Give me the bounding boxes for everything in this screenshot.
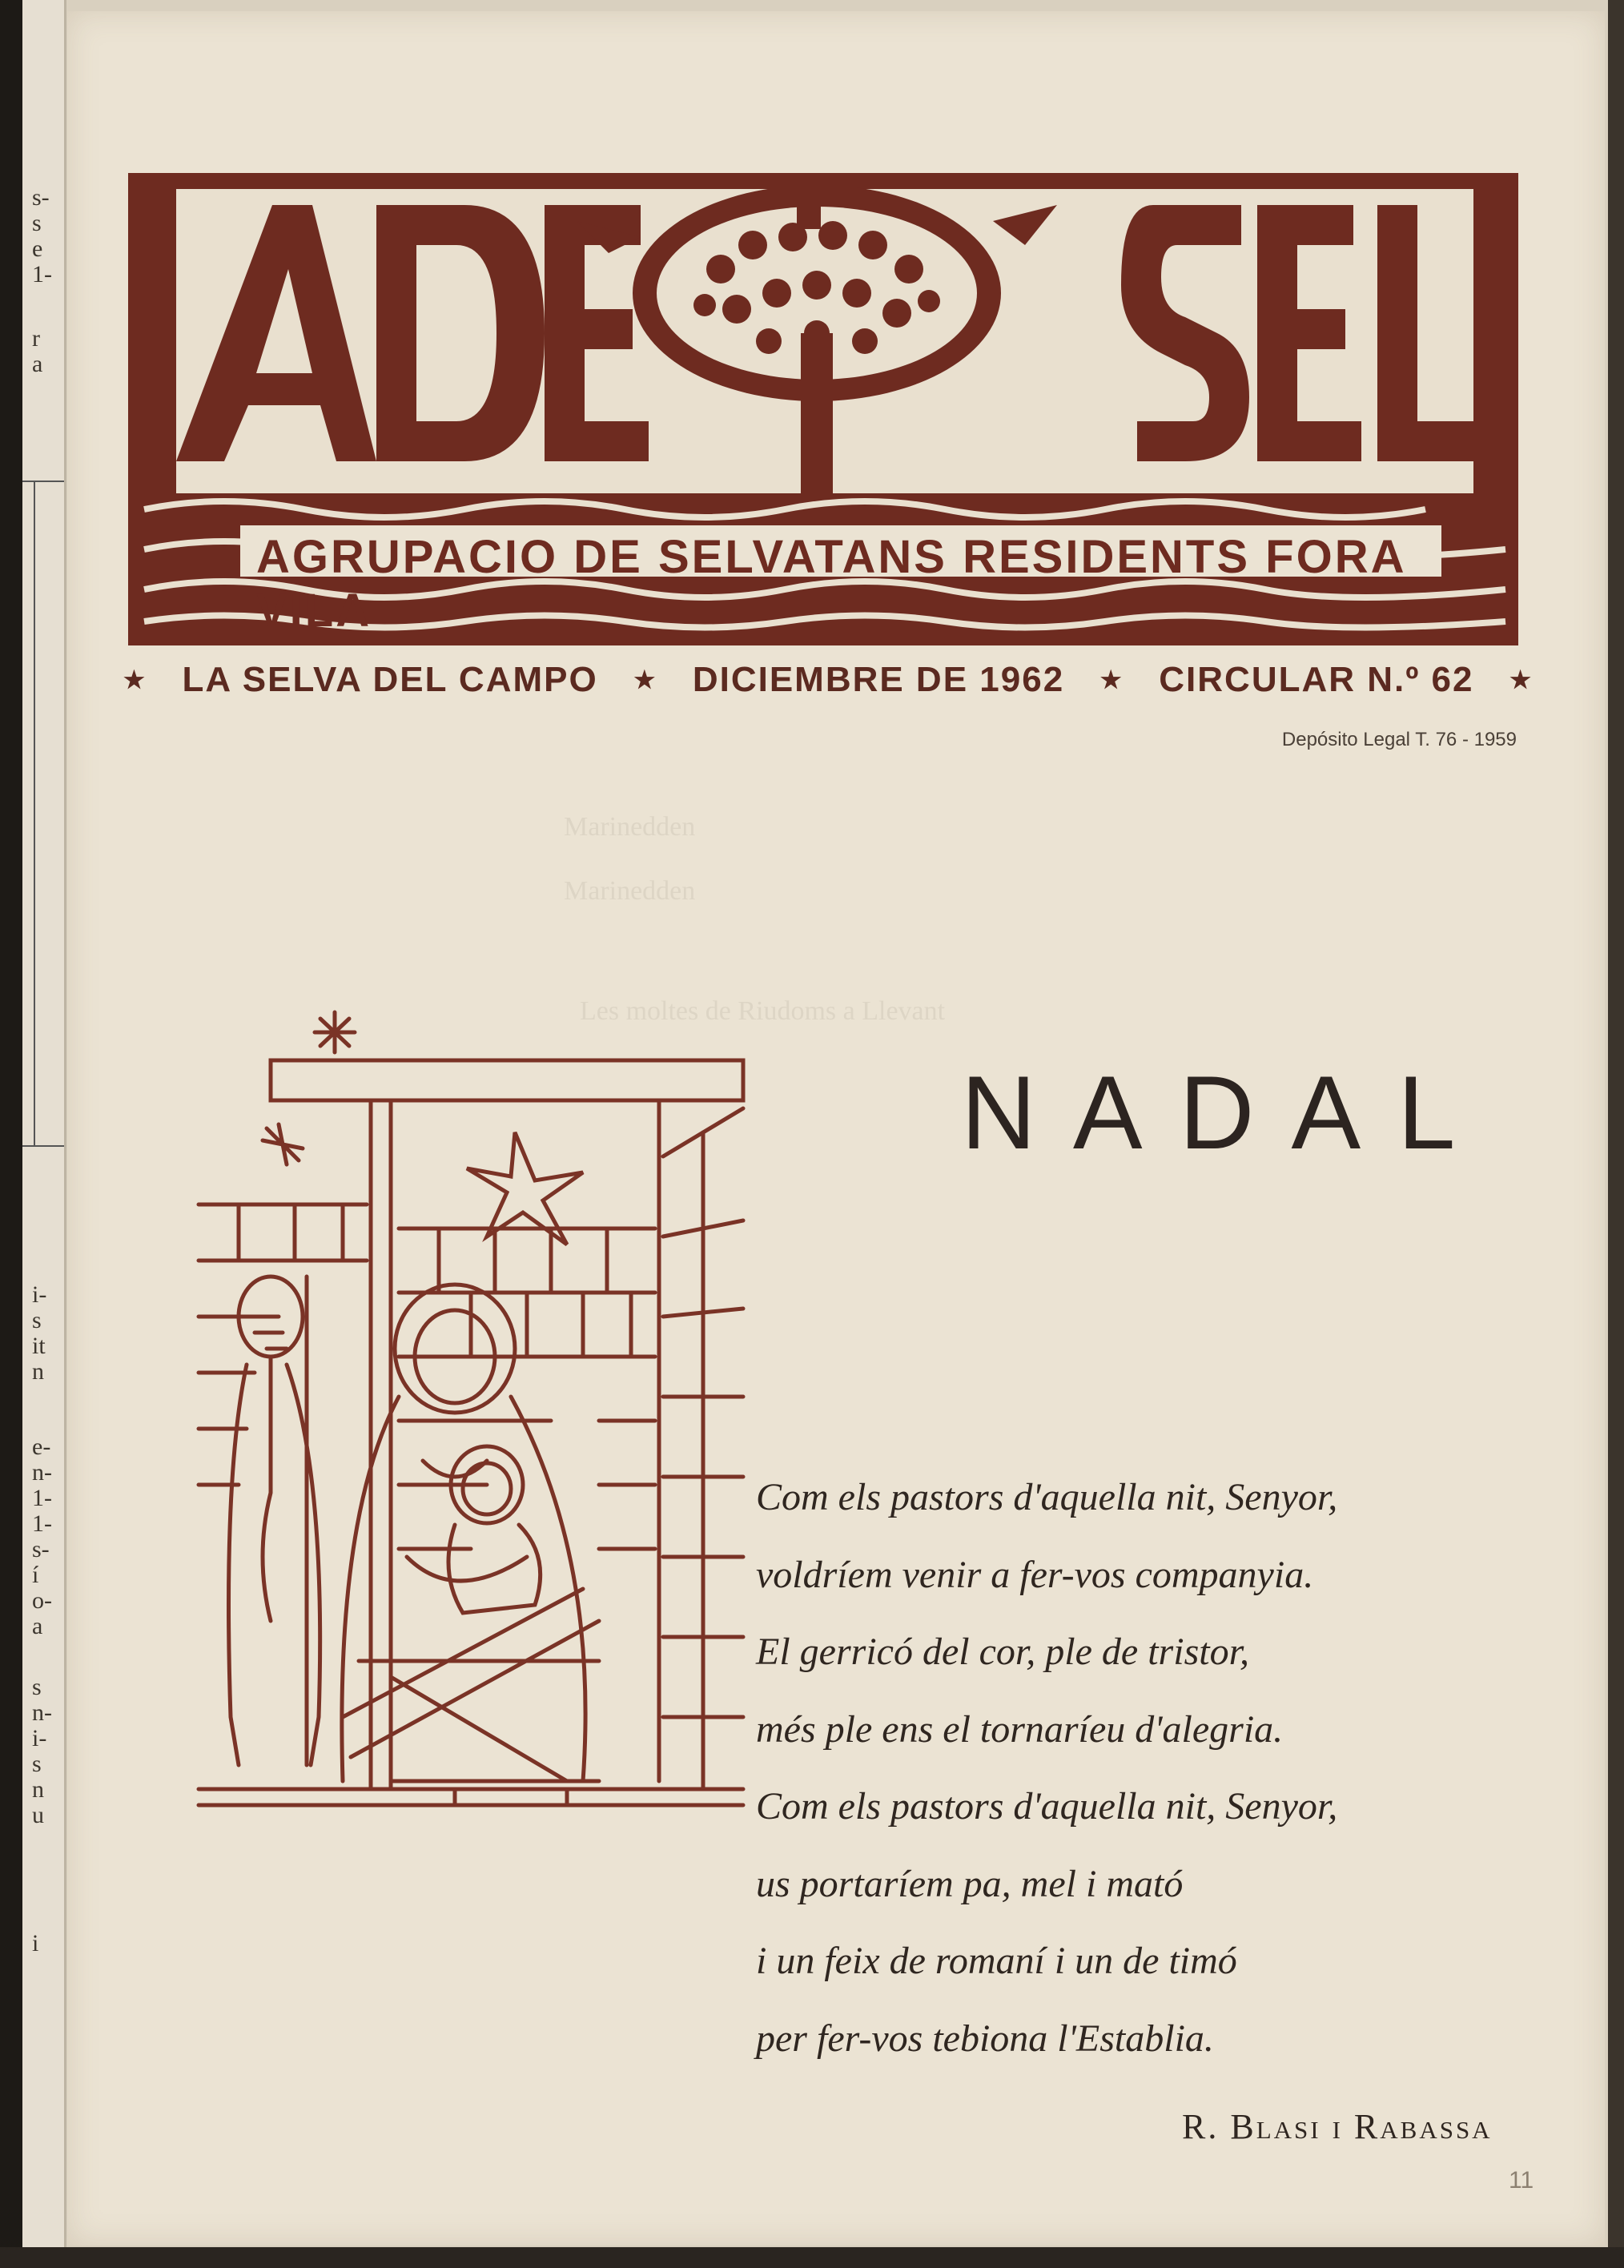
poem-line: Com els pastors d'aquella nit, Senyor, [756, 1476, 1338, 1518]
nativity-illustration [151, 996, 759, 1813]
previous-page-fragment: a [32, 1613, 43, 1639]
star-icon: ★ [1509, 666, 1533, 694]
poem-line: El gerricó del cor, ple de tristor, [756, 1631, 1249, 1673]
previous-page-fragment: r [32, 325, 40, 352]
previous-page-fragment: u [32, 1802, 44, 1828]
poem [756, 1459, 1557, 2077]
page: AGRUPACIO DE SELVATANS RESIDENTS FORA VILA ★ LA SELVA DEL CAMPO ★ DICIEMBRE DE 1962 ★ CIRCULAR N.º 62 ★ Depósito Legal T. 76 - 1959 Marinedden Marinedden Les moltes de Riudoms a Llevant NADAL Com els pastors d'aquella nit, Senyor, voldríem venir a fer-vos companyia. El gerricó del cor, ple de tristor, més ple ens el tornaríeu d'alegria. Com els pastors d'aquella nit, Senyor, us portaríem pa, mel i mató i un feix de romaní i un de timó per fer-vos tebiona l'Establia. R. Blasi i Rabassa 11 [67, 11, 1605, 2246]
poem-line: per fer-vos tebiona l'Establia. [756, 2017, 1214, 2060]
poem-line: Com els pastors d'aquella nit, Senyor, [756, 1785, 1338, 1828]
previous-page-fragment: n [32, 1776, 44, 1803]
previous-page-fragment: i- [32, 1281, 47, 1308]
previous-page-fragment: s- [32, 184, 50, 211]
previous-page-fragment: n [32, 1358, 44, 1385]
date-text: DICIEMBRE DE 1962 [692, 660, 1065, 699]
page-number: 11 [1509, 2167, 1534, 2194]
previous-page-fragment: e [32, 235, 43, 262]
previous-page-fragment: i- [32, 1725, 47, 1751]
place-text: LA SELVA DEL CAMPO [182, 660, 598, 699]
scan-edge-right [1608, 0, 1624, 2268]
previous-page-fragment: s [32, 210, 42, 236]
previous-page-fragment: it [32, 1333, 46, 1359]
legal-deposit: Depósito Legal T. 76 - 1959 [1281, 729, 1517, 750]
previous-page-fragment: a [32, 351, 43, 377]
previous-page-fragment: e- [32, 1434, 51, 1460]
author-signature: R. Blasi i Rabassa [1182, 2107, 1493, 2146]
previous-page-fragment: í [32, 1562, 39, 1588]
masthead-subtitle: AGRUPACIO DE SELVATANS RESIDENTS FORA VILA [256, 531, 1405, 637]
star-icon: ★ [123, 666, 147, 694]
previous-page-fragment: s- [32, 1536, 50, 1562]
poem-line: més ple ens el tornaríeu d'alegria. [756, 1707, 1284, 1751]
previous-page-fragment: n- [32, 1459, 52, 1486]
previous-page-fragment: s [32, 1674, 42, 1700]
masthead-logo [128, 173, 1518, 645]
previous-page-fragment: s [32, 1307, 42, 1333]
page-title: NADAL [961, 1054, 1493, 1171]
previous-page-margin [22, 0, 66, 2247]
previous-page-fragment: i [32, 1930, 39, 1956]
scan-edge-bottom [0, 2247, 1624, 2268]
poem-line: us portaríem pa, mel i mató [756, 1862, 1184, 1905]
poem-line: voldríem venir a fer-vos companyia. [756, 1553, 1314, 1596]
previous-page-fragment: 1- [32, 1485, 52, 1511]
star-icon: ★ [1099, 666, 1124, 694]
previous-page-fragment: s [32, 1751, 42, 1777]
previous-page-fragment: n- [32, 1699, 52, 1726]
circular-number: CIRCULAR N.º 62 [1159, 660, 1474, 699]
scan-edge-left [0, 0, 22, 2268]
issue-info-line [123, 652, 1533, 708]
previous-page-fragment: o- [32, 1587, 52, 1614]
poem-line: i un feix de romaní i un de timó [756, 1940, 1237, 1982]
star-icon: ★ [633, 666, 657, 694]
previous-page-fragment: 1- [32, 1510, 52, 1537]
previous-page-fragment: 1- [32, 261, 52, 288]
